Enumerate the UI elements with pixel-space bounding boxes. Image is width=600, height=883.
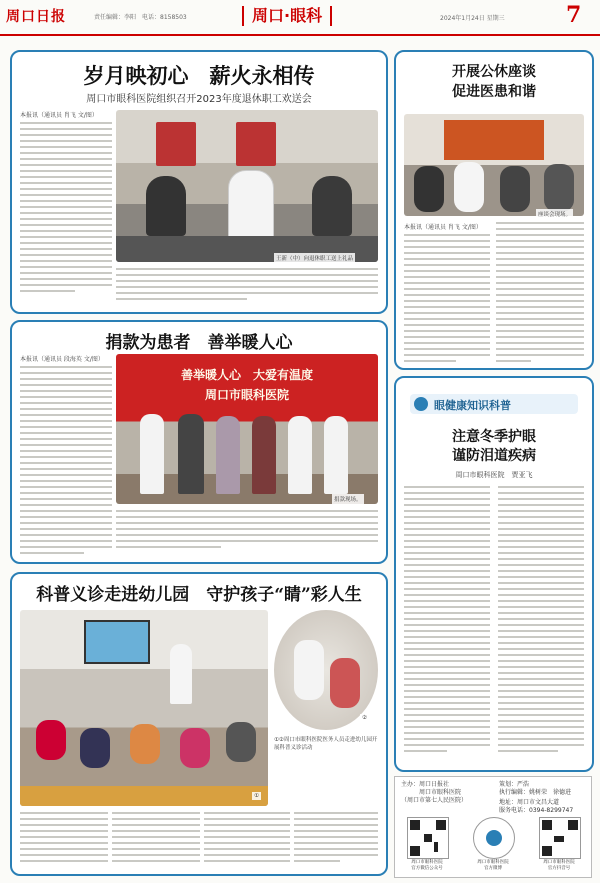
editor-line: 责任编辑：李阳 电话：8158503 xyxy=(94,14,187,21)
qr1-label: 周口市眼科医院 官方微信公众号 xyxy=(411,860,443,871)
masthead xyxy=(0,0,600,36)
footer-plan: 策划：严浩 执行编辑：姚树荣 徐德进 xyxy=(499,781,572,796)
newspaper-logo: 周口日报 xyxy=(6,9,66,25)
article1-byline: 本报讯（通讯员 肖飞 文/图） xyxy=(20,112,98,119)
article2-headline: 捐款为患者 善举暖人心 xyxy=(105,333,293,353)
retirement-photo xyxy=(116,110,378,262)
article1-photo-caption: 王新（中）向退休职工送上礼品 xyxy=(274,253,355,263)
qr-code-wechat[interactable] xyxy=(407,817,449,859)
article5-text-col1 xyxy=(404,486,490,756)
article2-text-col1 xyxy=(20,366,112,558)
article-eye-care-tips xyxy=(394,376,594,772)
qr-code-douyin[interactable] xyxy=(539,817,581,859)
article3-text-col2 xyxy=(112,812,200,866)
article1-text-col1 xyxy=(20,122,112,296)
article2-photo-caption: 捐款现场。 xyxy=(332,494,364,504)
article1-subhead: 周口市眼科医院组织召开2023年度退休职工欢送会 xyxy=(86,94,312,105)
article3-text-col1 xyxy=(20,812,108,866)
qr3-label: 周口市眼科医院 官方抖音号 xyxy=(543,860,575,871)
article-kindergarten xyxy=(10,572,388,876)
article-patient-forum xyxy=(394,50,594,370)
footer-info xyxy=(394,776,592,878)
article4-headline: 开展公休座谈 促进医患和谐 xyxy=(452,64,536,100)
article3-caption-1: ① xyxy=(254,793,259,799)
donation-photo xyxy=(116,354,378,504)
eye-icon xyxy=(414,397,428,411)
donation-banner-text-2: 周口市眼科医院 xyxy=(204,388,289,402)
article4-byline: 本报讯（通讯员 肖飞 文/图） xyxy=(404,224,482,231)
article3-headline: 科普义诊走进幼儿园 守护孩子“睛”彩人生 xyxy=(36,585,362,605)
article3-text-col4 xyxy=(294,812,378,866)
footer-address: 地址：周口市文昌大道 服务电话：0394-8299747 xyxy=(499,799,574,814)
donation-banner-text: 善举暖人心 大爱有温度 xyxy=(180,368,313,382)
eye-exam-photo xyxy=(274,610,378,730)
article1-headline: 岁月映初心 薪火永相传 xyxy=(83,63,315,88)
qr2-label: 周口市眼科医院 官方微博 xyxy=(477,860,509,871)
footer-sponsor: 主办：周口日报社 周口市眼科医院 （周口市第七人民医院） xyxy=(401,781,468,804)
kicker-label: 眼健康知识科普 xyxy=(434,399,511,412)
article5-headline: 注意冬季护眼 谨防泪道疾病 xyxy=(452,429,536,464)
page-number: 7 xyxy=(566,2,582,28)
article-donation xyxy=(10,320,388,564)
section-title: 周口·眼科 xyxy=(242,6,332,26)
qr-code-weibo[interactable] xyxy=(473,817,515,859)
article-retirement-farewell xyxy=(10,50,388,314)
article5-text-col2 xyxy=(498,486,584,756)
kindergarten-classroom-photo xyxy=(20,610,268,806)
article2-byline: 本报讯（通讯员 段海英 文/图） xyxy=(20,356,104,363)
article3-caption-2: ② xyxy=(362,715,367,721)
article2-text-bottom xyxy=(116,510,378,552)
article4-text-col2 xyxy=(496,222,584,366)
issue-date: 2024年1月24日 星期三 xyxy=(440,15,505,22)
eye-health-kicker xyxy=(410,394,578,414)
article5-author: 周口市眼科医院 贾亚飞 xyxy=(455,471,533,479)
forum-photo xyxy=(404,114,584,216)
article4-photo-caption: 座谈会现场。 xyxy=(536,209,573,219)
article4-text-col1 xyxy=(404,234,490,366)
article3-text-col3 xyxy=(204,812,290,866)
article3-right-caption: ①②周口市眼科医院医务人员走进幼儿园开展科普义诊活动 xyxy=(274,737,378,751)
article1-text-bottom xyxy=(116,268,378,304)
